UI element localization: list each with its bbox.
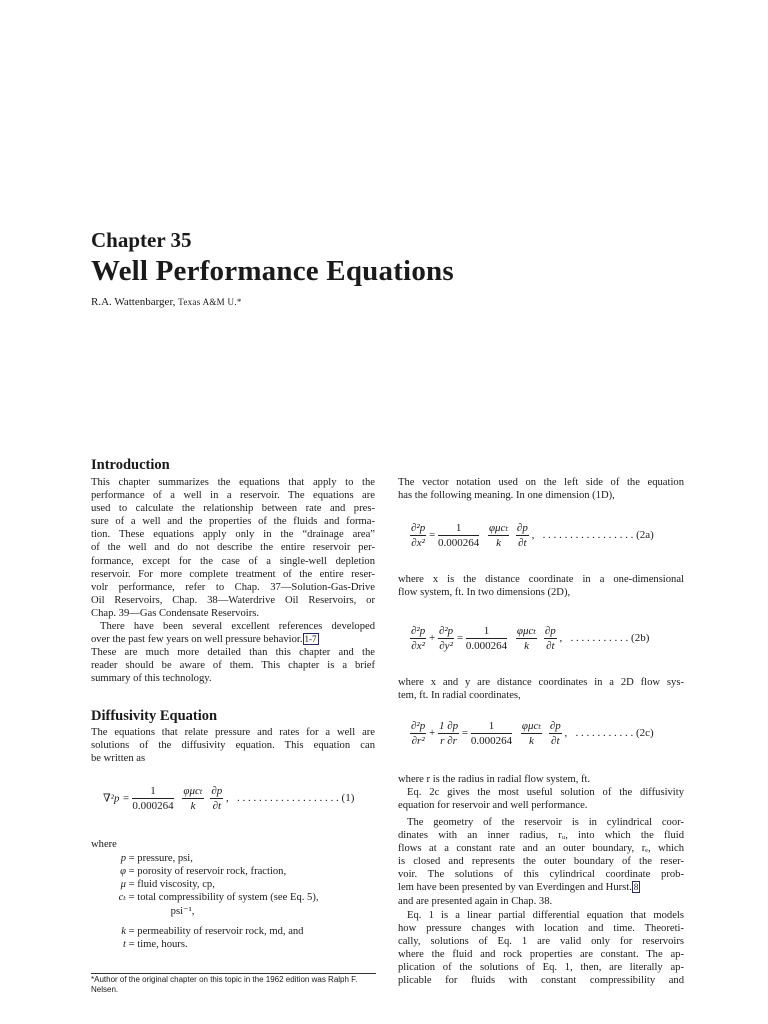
diffusivity-heading: Diffusivity Equation — [91, 708, 218, 724]
definition-symbol: φ — [120, 866, 126, 877]
text-line — [398, 881, 684, 894]
text-line: The vector notation used on the left side of the equation — [398, 477, 684, 488]
definition-symbol: μ — [120, 879, 126, 890]
chapter-number: Chapter 35 — [91, 228, 192, 252]
definition-text: = pressure, psi, — [128, 853, 193, 864]
text-line: used to calculate the relationship between rate and pres- — [91, 503, 375, 515]
numerator: 1 — [471, 720, 512, 734]
footnote — [91, 975, 357, 994]
plus-sign: + — [428, 632, 436, 644]
definition-row — [91, 852, 193, 865]
definition-row — [91, 891, 319, 904]
text-line: equation for reservoir and well performance. — [398, 800, 588, 812]
text-line: summary of this technology. — [91, 673, 212, 685]
definition-symbol: k — [121, 926, 126, 937]
author-affiliation: Texas A&M U.* — [178, 297, 242, 307]
equation-number: , . . . . . . . . . . . . . . . . . (2a) — [531, 529, 654, 541]
text-line: where x and y are distance coordinates in a 2D flow sys- — [398, 677, 684, 688]
text-line: dinates with an inner radius, rᵤ, into which the fluid — [398, 830, 684, 842]
definition-text: = fluid viscosity, cp, — [128, 879, 215, 890]
numerator: ∂²p — [411, 624, 426, 637]
introduction-heading: Introduction — [91, 457, 170, 473]
text-line: tem, ft. In radial coordinates, — [398, 690, 521, 702]
denominator: ∂t — [518, 536, 527, 549]
text-line: where the fluid and rock properties are constant. The ap- — [398, 949, 684, 961]
denominator: k — [496, 537, 501, 549]
text-line: The geometry of the reservoir is in cylindrical coor- — [407, 817, 684, 828]
text-line: Oil Reservoirs, Chap. 38—Waterdrive Oil Reservoirs, or — [91, 594, 375, 606]
fraction-properties — [521, 719, 542, 747]
denominator: k — [190, 800, 196, 812]
text-fragment: lem have been presented by van Everdingen and Hurst. — [398, 882, 632, 894]
equals-sign: = — [456, 632, 464, 644]
footnote-divider — [91, 973, 376, 974]
numerator: 1 — [466, 625, 507, 639]
numerator: 1 ∂p — [438, 719, 459, 732]
fraction-constant — [471, 720, 512, 747]
denominator: ∂r² — [411, 734, 425, 747]
geometry-paragraph — [398, 816, 684, 908]
numerator: ∂p — [516, 521, 528, 534]
fraction-derivative — [210, 785, 223, 812]
author-byline — [91, 296, 242, 308]
fraction-constant — [438, 522, 479, 549]
footnote-line: Nelsen. — [91, 984, 119, 994]
definition-text: = time, hours. — [128, 939, 188, 950]
numerator: ∂²p — [411, 719, 426, 732]
text-line: be written as — [91, 753, 146, 765]
numerator: φμcₜ — [183, 785, 203, 797]
vector-notation-paragraph — [398, 476, 684, 502]
numerator: 1 — [438, 522, 479, 536]
after-eq2b-paragraph — [398, 676, 684, 702]
fraction-derivative — [544, 625, 557, 652]
fraction-second-derivative-y — [438, 625, 454, 652]
where-label: where — [91, 839, 117, 850]
text-line: is closed and represents the outer boundary of the reser- — [398, 856, 684, 868]
introduction-paragraph-2 — [91, 620, 375, 685]
denominator: k — [524, 640, 529, 652]
fraction-properties — [182, 784, 203, 812]
text-line: volr performance, refer to Chap. 37—Solution-Gas-Drive — [91, 581, 375, 593]
text-line: flow system, ft. In two dimensions (2D), — [398, 587, 571, 599]
denominator: ∂t — [212, 799, 222, 812]
fraction-constant — [466, 625, 507, 652]
text-line: has the following meaning. In one dimension (1D), — [398, 490, 615, 502]
denominator: ∂t — [551, 734, 560, 747]
after-eq2c-paragraph — [398, 773, 684, 812]
diffusivity-paragraph — [91, 726, 375, 765]
text-line: reader should be aware of them. This chapter is a brief — [91, 660, 375, 672]
numerator: ∂²p — [438, 624, 454, 637]
definition-symbol: cₜ — [118, 892, 126, 903]
text-line: plication of the solutions of Eq. 1, then, are literally ap- — [398, 962, 684, 974]
reference-link[interactable]: 1-7 — [304, 634, 317, 645]
text-line: performance of a well in a reservoir. The equations are — [91, 490, 375, 502]
footnote-line: *Author of the original chapter on this topic in the 1962 edition was Ralph F. — [91, 975, 358, 984]
text-line: of the well and do not describe the entire reservoir per- — [91, 542, 375, 554]
text-line: and are presented again in Chap. 38. — [398, 895, 553, 907]
text-line: plicable for fluids with constant compressibility and — [398, 975, 684, 987]
fraction-second-derivative-r — [410, 720, 426, 747]
fraction-derivative — [549, 720, 562, 747]
equals-sign: = — [428, 529, 436, 541]
eq1-discussion-paragraph — [398, 909, 684, 988]
definition-symbol: t — [123, 939, 126, 950]
text-line: solutions of the diffusivity equation. This equation can — [91, 740, 375, 752]
text-line: where x is the distance coordinate in a one-dimensional — [398, 574, 684, 585]
numerator: φμcₜ — [521, 720, 542, 732]
definition-text: = porosity of reservoir rock, fraction, — [128, 866, 287, 877]
numerator: φμcₜ — [488, 522, 509, 534]
denominator: ∂x² — [411, 639, 425, 652]
equals-sign: = — [461, 727, 469, 739]
nomenclature-list — [91, 852, 375, 952]
text-line: cally, solutions of Eq. 1 are valid only for reservoirs — [398, 936, 684, 948]
definition-row — [91, 925, 303, 938]
definition-row — [91, 865, 286, 878]
denominator: 0.000264 — [437, 536, 480, 549]
text-line: formance, except for the case of a single-well depletion — [91, 555, 375, 567]
numerator: ∂²p — [411, 521, 426, 534]
definition-text: = total compressibility of system (see Eq. 5), — [128, 892, 319, 903]
text-line: There have been several excellent references developed — [100, 621, 375, 632]
fraction-properties — [516, 624, 537, 652]
text-line: where r is the radius in radial flow system, ft. — [398, 774, 591, 785]
text-line: These are much more detailed than this chapter and the — [91, 647, 375, 659]
equation-2a — [410, 521, 654, 549]
denominator: ∂t — [546, 639, 555, 652]
numerator: ∂p — [549, 719, 561, 732]
definition-text: psi⁻¹, — [170, 906, 195, 917]
definition-text: = permeability of reservoir rock, md, and — [128, 926, 304, 937]
equation-number: , . . . . . . . . . . . (2c) — [564, 727, 654, 739]
denominator: 0.000264 — [465, 639, 508, 652]
fraction-derivative — [516, 522, 529, 549]
denominator: ∂y² — [439, 639, 453, 652]
equation-2c — [410, 719, 654, 747]
equation-2b — [410, 624, 649, 652]
text-line — [91, 633, 375, 646]
text-line: how pressure changes with location and time. Theoreti- — [398, 923, 684, 935]
chapter-title: Well Performance Equations — [91, 255, 454, 287]
equation-lhs: ∇²p = — [103, 792, 130, 805]
fraction-radial-term — [438, 720, 459, 747]
text-line: Chap. 39—Gas Condensate Reservoirs. — [91, 607, 259, 619]
denominator: 0.000264 — [132, 799, 174, 812]
fraction-second-derivative-x — [410, 522, 426, 549]
denominator: ∂x² — [411, 536, 425, 549]
numerator: 1 — [132, 785, 173, 799]
text-line: reservoir. For more complete treatment of the entire reser- — [91, 568, 375, 580]
plus-sign: + — [428, 727, 436, 739]
numerator: ∂p — [544, 624, 556, 637]
definition-symbol: p — [120, 853, 126, 864]
fraction-second-derivative-x — [410, 625, 426, 652]
after-eq2a-paragraph — [398, 573, 684, 599]
numerator: φμcₜ — [516, 625, 537, 637]
definition-row — [91, 905, 194, 918]
text-fragment: over the past few years on well pressure behavior. — [91, 634, 303, 646]
equation-1 — [103, 784, 354, 812]
denominator: r ∂r — [440, 734, 457, 747]
text-line: This chapter summarizes the equations that apply to the — [91, 477, 375, 488]
fraction-constant — [132, 785, 173, 812]
equation-number: , . . . . . . . . . . . . . . . . . . . (1) — [226, 792, 355, 804]
text-line: sure of a well and the properties of the fluids and forma- — [91, 516, 375, 528]
definition-row — [91, 878, 215, 891]
introduction-paragraph-1 — [91, 476, 375, 620]
text-line: Eq. 1 is a linear partial differential equation that models — [407, 910, 684, 921]
fraction-properties — [488, 521, 509, 549]
denominator: 0.000264 — [470, 734, 513, 747]
text-line: voir. The solutions of this cylindrical coordinate prob- — [398, 869, 684, 881]
denominator: k — [529, 735, 534, 747]
equation-number: , . . . . . . . . . . . (2b) — [559, 632, 650, 644]
text-line: tion. These equations apply only in the “drainage area” — [91, 529, 375, 541]
author-name: R.A. Wattenbarger, — [91, 296, 176, 308]
text-line: flows at a constant rate and an outer boundary, rₑ, which — [398, 843, 684, 855]
numerator: ∂p — [211, 784, 223, 797]
reference-link[interactable]: 8 — [633, 882, 639, 893]
definition-row — [91, 938, 188, 951]
text-line: Eq. 2c gives the most useful solution of the diffusivity — [407, 787, 684, 799]
text-line: The equations that relate pressure and rates for a well are — [91, 727, 375, 738]
